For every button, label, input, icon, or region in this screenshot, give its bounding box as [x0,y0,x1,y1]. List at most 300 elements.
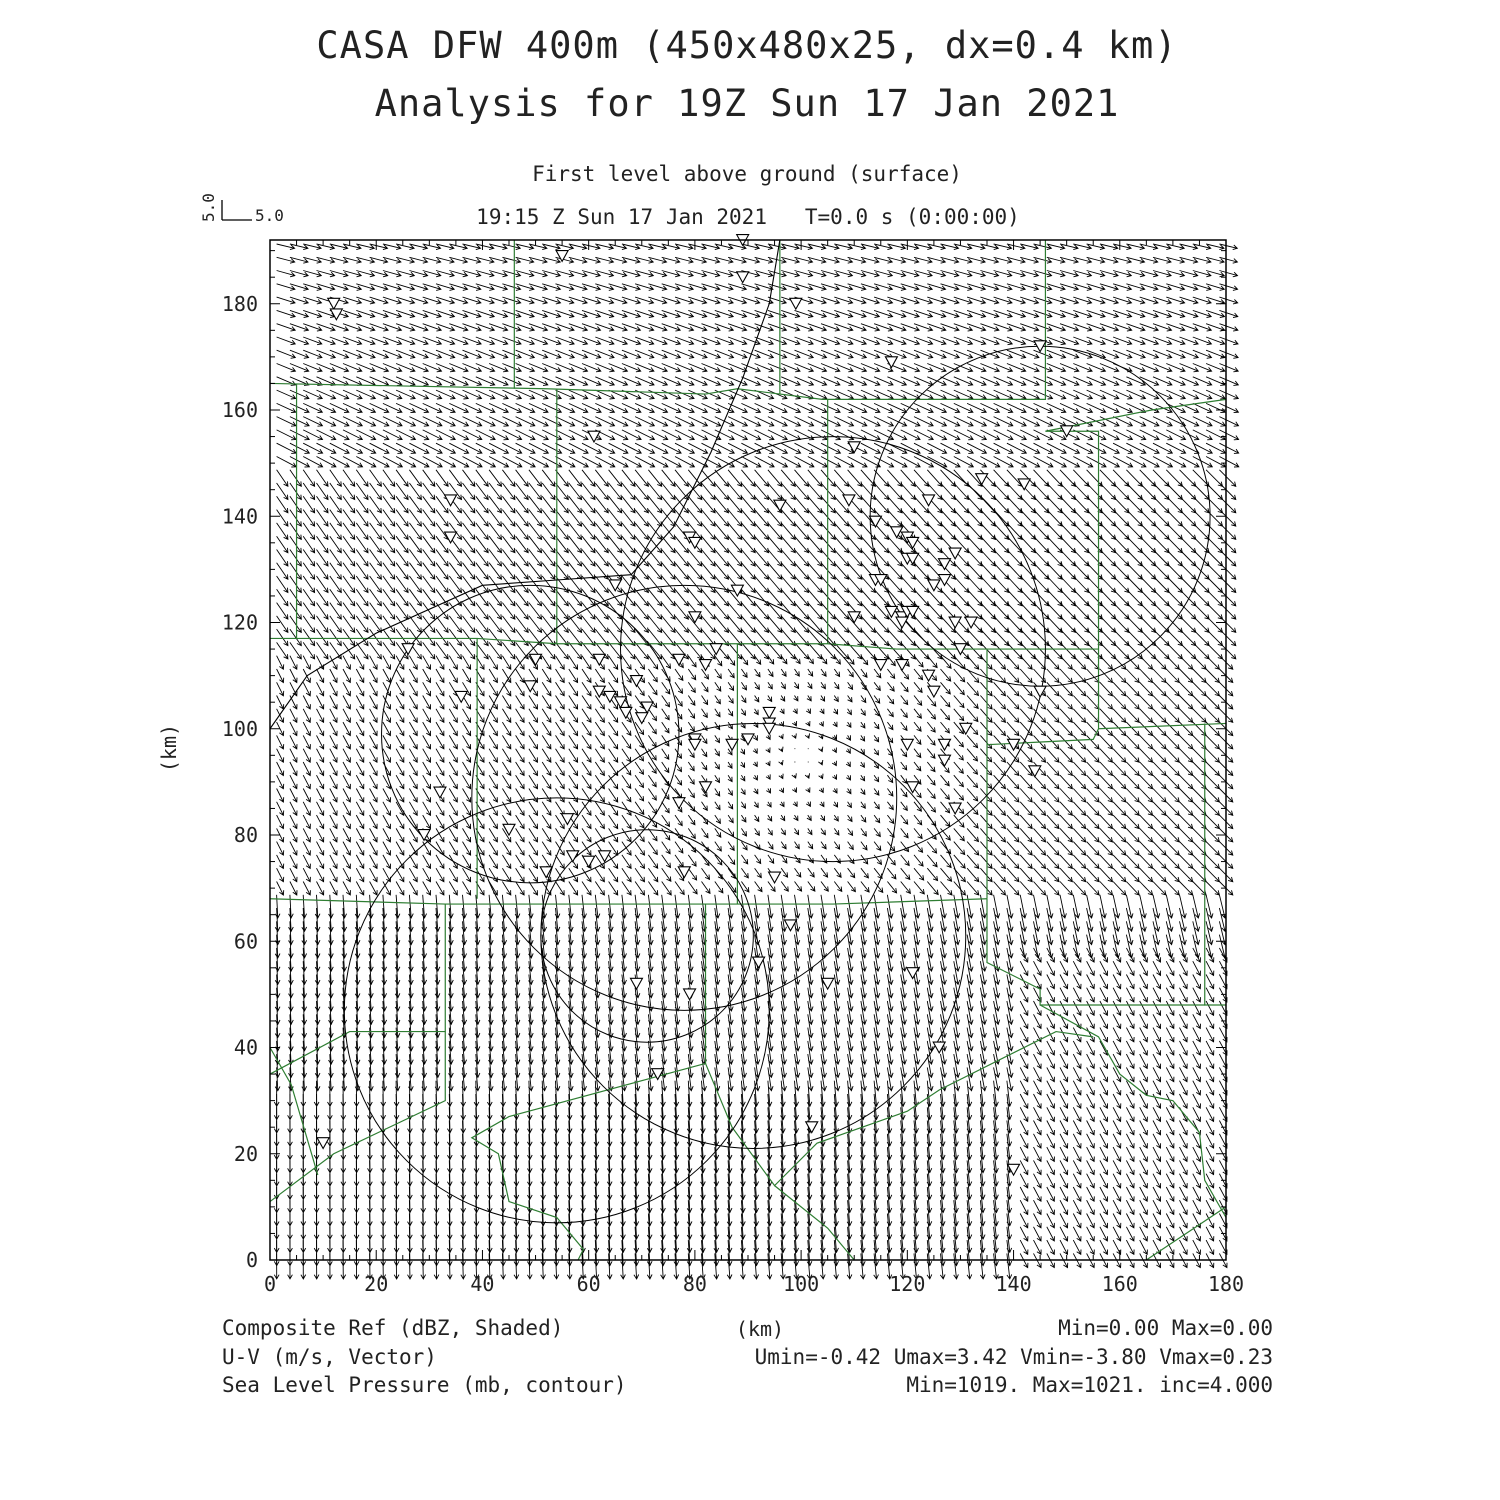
wind-vector [343,682,350,696]
wind-vector [1047,1001,1055,1015]
wind-vector [370,882,378,896]
wind-vector [1073,1227,1081,1241]
wind-vector [409,669,417,683]
wind-vector [556,709,565,723]
wind-vector [1047,1121,1055,1135]
wind-vector [740,762,744,767]
wind-vector [542,735,551,749]
wind-vector [581,1081,586,1107]
wind-vector [715,656,722,666]
wind-vector [1020,1107,1028,1121]
wind-vector [1126,988,1134,1002]
wind-vector [715,682,721,691]
wind-vector [609,855,618,869]
wind-vector [954,696,964,708]
wind-vector [1113,1121,1121,1135]
wind-vector [980,815,992,829]
wind-vector [1060,470,1076,487]
wind-vector [489,895,494,918]
wind-vector [820,802,824,807]
wind-vector [832,748,836,753]
wind-vector [781,669,786,676]
wind-vector [794,815,798,820]
wind-vector [1047,696,1059,710]
wind-vector [980,749,991,762]
wind-vector [330,669,337,683]
wind-vector [1060,855,1072,869]
wind-vector [489,815,497,829]
wind-vector [1047,842,1059,856]
wind-vector [582,735,591,749]
wind-vector [529,709,538,723]
wind-vector [941,775,950,786]
wind-vector [635,470,648,487]
wind-vector [1100,1001,1108,1015]
wind-vector [662,709,670,720]
wind-vector [356,735,364,749]
wind-vector [449,656,457,670]
wind-vector [1100,961,1108,975]
wind-vector [356,842,364,856]
wind-vector [941,722,950,733]
wind-vector [529,802,538,816]
wind-vector [409,722,417,736]
wind-vector [370,696,378,710]
wind-vector [1060,789,1072,803]
wind-vector [1020,1094,1028,1108]
wind-vector [821,682,825,688]
wind-vector [409,682,417,696]
wind-vector [328,1081,333,1107]
wind-vector [1113,1028,1121,1042]
wind-vector [1007,842,1019,856]
wind-vector [1034,828,1046,842]
wind-vector [994,709,1006,723]
wind-vector [768,470,782,487]
wind-vector [967,815,978,828]
wind-vector [741,789,745,795]
wind-vector [768,656,774,664]
wind-vector [303,762,310,776]
wind-vector [715,815,721,823]
wind-vector [1034,1014,1042,1028]
wind-vector [1100,749,1113,763]
wind-vector [436,656,444,670]
wind-vector [808,669,813,676]
wind-vector [901,709,908,718]
wind-vector [303,842,310,856]
wind-vector [1034,470,1049,487]
wind-vector [846,762,850,767]
wind-vector [766,788,770,793]
wind-vector [409,709,417,723]
wind-vector [555,895,560,918]
wind-vector [1113,789,1126,803]
wind-vector [1087,1174,1095,1188]
wind-vector [1113,1094,1121,1108]
wind-vector [1100,656,1113,670]
wind-vector [847,1081,852,1107]
wind-vector [821,828,825,834]
wind-vector [409,855,417,869]
wind-vector [768,669,773,677]
wind-vector [556,669,565,683]
wind-vector [715,842,722,851]
wind-vector [755,669,760,677]
wind-vector [370,828,378,842]
wind-vector [1113,882,1126,896]
wind-vector [821,842,826,849]
wind-vector [303,775,310,789]
wind-vector [449,735,457,749]
wind-vector [635,789,644,801]
wind-vector [556,470,569,487]
wind-vector [1073,656,1085,670]
wind-vector [1047,1014,1055,1028]
wind-vector [702,735,707,743]
wind-vector [556,855,565,869]
map-title-line2: Analysis for 19Z Sun 17 Jan 2021 [374,82,1120,125]
wind-vector [819,721,823,726]
wind-vector [861,842,867,850]
wind-vector [781,828,785,834]
wind-vector [1060,1028,1068,1042]
wind-vector [449,696,457,710]
wind-vector [489,828,497,842]
wind-vector [967,828,978,841]
wind-vector [569,828,578,842]
wind-vector [303,855,310,869]
wind-vector [1100,948,1108,962]
wind-vector [874,868,882,878]
wind-vector [781,868,787,877]
wind-vector [595,868,604,882]
wind-vector [779,788,783,793]
wind-vector [887,868,896,879]
wind-vector [1100,1187,1108,1201]
wind-vector [355,895,360,918]
wind-vector [330,696,337,710]
wind-vector [396,882,404,896]
wind-vector [1020,775,1032,789]
wind-vector [1100,868,1113,882]
wind-vector [675,470,688,487]
wind-vector [330,735,337,749]
wind-vector [370,735,378,749]
wind-vector [954,709,964,721]
wind-vector [795,882,802,892]
wind-vector [648,735,656,746]
wind-vector [848,815,852,821]
wind-vector [1113,1001,1121,1015]
wind-vector [914,828,922,838]
wind-vector [595,815,604,829]
wind-vector [1034,842,1046,856]
wind-vector [781,1081,786,1107]
wind-vector [674,1081,679,1107]
wind-vector [887,882,896,893]
wind-vector [396,828,404,842]
wind-vector [874,775,879,781]
wind-vector [820,709,824,714]
wind-vector [1126,1160,1134,1174]
wind-vector [317,789,324,803]
wind-vector [556,789,565,803]
wind-vector [688,789,694,798]
wind-vector [941,815,950,826]
wind-vector [1034,1227,1042,1241]
wind-vector [1047,789,1059,803]
wind-vector [967,775,978,787]
wind-vector [1113,1014,1121,1028]
wind-vector [1113,828,1126,842]
wind-vector [277,735,284,749]
wind-vector [516,868,525,882]
wind-vector [1060,749,1072,763]
wind-vector [648,842,657,855]
wind-vector [409,656,417,670]
wind-vector [423,696,431,710]
wind-vector [1113,855,1126,869]
wind-vector [1100,1121,1108,1135]
wind-vector [635,802,644,815]
wind-vector [901,815,908,824]
wind-vector [994,470,1009,487]
wind-vector [277,789,284,803]
wind-vector [807,1081,812,1107]
wind-vector [994,868,1006,882]
wind-vector [794,682,798,688]
wind-vector [343,722,350,736]
wind-vector [516,722,525,736]
wind-vector [941,882,953,896]
wind-vector [1034,709,1046,723]
wind-vector [1047,1054,1055,1068]
wind-vector [635,762,643,774]
wind-vector [1060,1121,1068,1135]
wind-vector [1047,709,1059,723]
wind-vector [1047,656,1059,670]
wind-vector [728,722,732,729]
wind-vector [834,669,839,677]
wind-vector [927,789,935,799]
wind-vector [1087,975,1095,989]
wind-vector [819,774,823,779]
wind-vector [542,709,551,723]
wind-vector [383,735,391,749]
wind-vector [1113,1227,1121,1241]
wind-vector [1073,1187,1081,1201]
wind-vector [1126,1134,1134,1148]
wind-vector [436,762,444,776]
wind-vector [954,828,965,840]
wind-vector [808,470,822,487]
wind-vector [1126,1041,1134,1055]
wind-vector [542,789,551,803]
wind-vector [1126,682,1139,696]
wind-vector [317,669,324,683]
wind-vector [556,882,565,896]
wind-vector [463,656,471,670]
wind-vector [582,882,591,896]
wind-vector [1020,961,1028,975]
wind-vector [317,815,324,829]
wind-vector [1034,722,1046,736]
wind-vector [914,882,924,894]
wind-vector [1034,868,1046,882]
wind-vector [1047,828,1059,842]
wind-vector [688,815,695,825]
wind-vector [370,789,378,803]
wind-vector [914,802,921,811]
wind-vector [395,895,400,918]
wind-vector [290,775,297,789]
wind-vector [688,895,693,918]
wind-vector [595,696,604,710]
wind-vector [728,842,734,851]
wind-vector [423,815,431,829]
wind-vector [396,696,404,710]
wind-vector [715,895,720,918]
wind-vector [1073,1094,1081,1108]
wind-vector [715,470,729,487]
wind-vector [1126,1001,1134,1015]
wind-vector [861,882,869,893]
wind-vector [1100,682,1113,696]
wind-vector [688,696,695,706]
wind-vector [967,709,978,722]
wind-vector [1113,1200,1121,1214]
wind-vector [755,828,760,835]
wind-vector [954,815,964,827]
wind-vector [754,722,758,727]
wind-vector [609,815,618,829]
wind-vector [781,882,788,892]
wind-vector [423,735,431,749]
wind-vector [1126,828,1139,842]
wind-vector [635,882,644,896]
wind-vector [356,696,364,710]
wind-vector [820,696,824,702]
wind-vector [303,749,310,763]
wind-vector [635,815,644,828]
wind-vector [874,669,881,678]
wind-vector [317,735,324,749]
wind-vector [795,669,800,676]
wind-vector [423,802,431,816]
wind-vector [887,762,892,769]
wind-vector [887,682,894,691]
wind-vector [1126,815,1139,829]
wind-vector [396,682,404,696]
wind-vector [821,895,827,918]
wind-vector [861,802,865,808]
wind-vector [290,470,301,487]
wind-vector [277,802,284,816]
wind-vector [1100,815,1113,829]
wind-vector [622,828,631,842]
wind-vector [648,789,656,801]
wind-vector [768,895,773,918]
wind-vector [1113,735,1126,749]
wind-vector [569,656,578,670]
wind-vector [807,696,811,701]
wind-vector [1087,1134,1095,1148]
wind-vector [370,868,378,882]
wind-vector [436,882,444,896]
wind-vector [1073,1160,1081,1174]
wind-vector [728,669,734,678]
wind-vector [449,722,457,736]
wind-vector [487,1081,492,1107]
wind-vector [330,868,337,882]
wind-vector [914,696,922,706]
wind-vector [1087,828,1100,842]
wind-vector [1020,709,1032,723]
wind-vector [396,802,404,816]
wind-vector [277,855,284,869]
wind-vector [516,855,525,869]
wind-vector [541,1081,546,1107]
wind-vector [702,470,716,487]
wind-vector [383,842,391,856]
wind-vector [1060,1187,1068,1201]
wind-vector [1113,722,1126,736]
wind-vector [330,709,337,723]
wind-vector [1087,1147,1095,1161]
wind-vector [901,895,907,918]
wind-vector [449,669,457,683]
wind-vector [1087,855,1100,869]
wind-vector [755,868,762,877]
wind-vector [702,855,710,866]
wind-vector [396,842,404,856]
wind-vector [715,762,720,769]
wind-vector [1126,975,1134,989]
wind-vector [1073,735,1085,749]
wind-vector [1126,842,1139,856]
wind-vector [449,775,457,789]
wind-vector [290,815,297,829]
wind-vector [634,1081,639,1107]
wind-vector [1060,1174,1068,1188]
wind-vector [303,815,310,829]
wind-vector [1087,696,1100,710]
wind-vector [1113,802,1126,816]
wind-vector [317,882,324,896]
wind-vector [463,775,471,789]
wind-vector [914,735,921,744]
wind-vector [1060,1067,1068,1081]
wind-vector [1087,1187,1095,1201]
level-label: First level above ground (surface) [532,162,962,186]
wind-vector [1020,1200,1028,1214]
wind-vector [1020,855,1032,869]
wind-vector [1034,1160,1042,1174]
wind-vector [780,815,784,821]
wind-vector [568,895,573,918]
wind-vector [609,882,618,896]
wind-vector [954,789,964,801]
wind-vector [861,656,868,665]
wind-vector [370,709,378,723]
wind-vector [382,895,387,918]
wind-vector [728,789,732,796]
wind-vector [1100,1240,1108,1254]
wind-vector [542,669,551,683]
wind-vector [476,470,488,487]
wind-vector [1073,1200,1081,1214]
